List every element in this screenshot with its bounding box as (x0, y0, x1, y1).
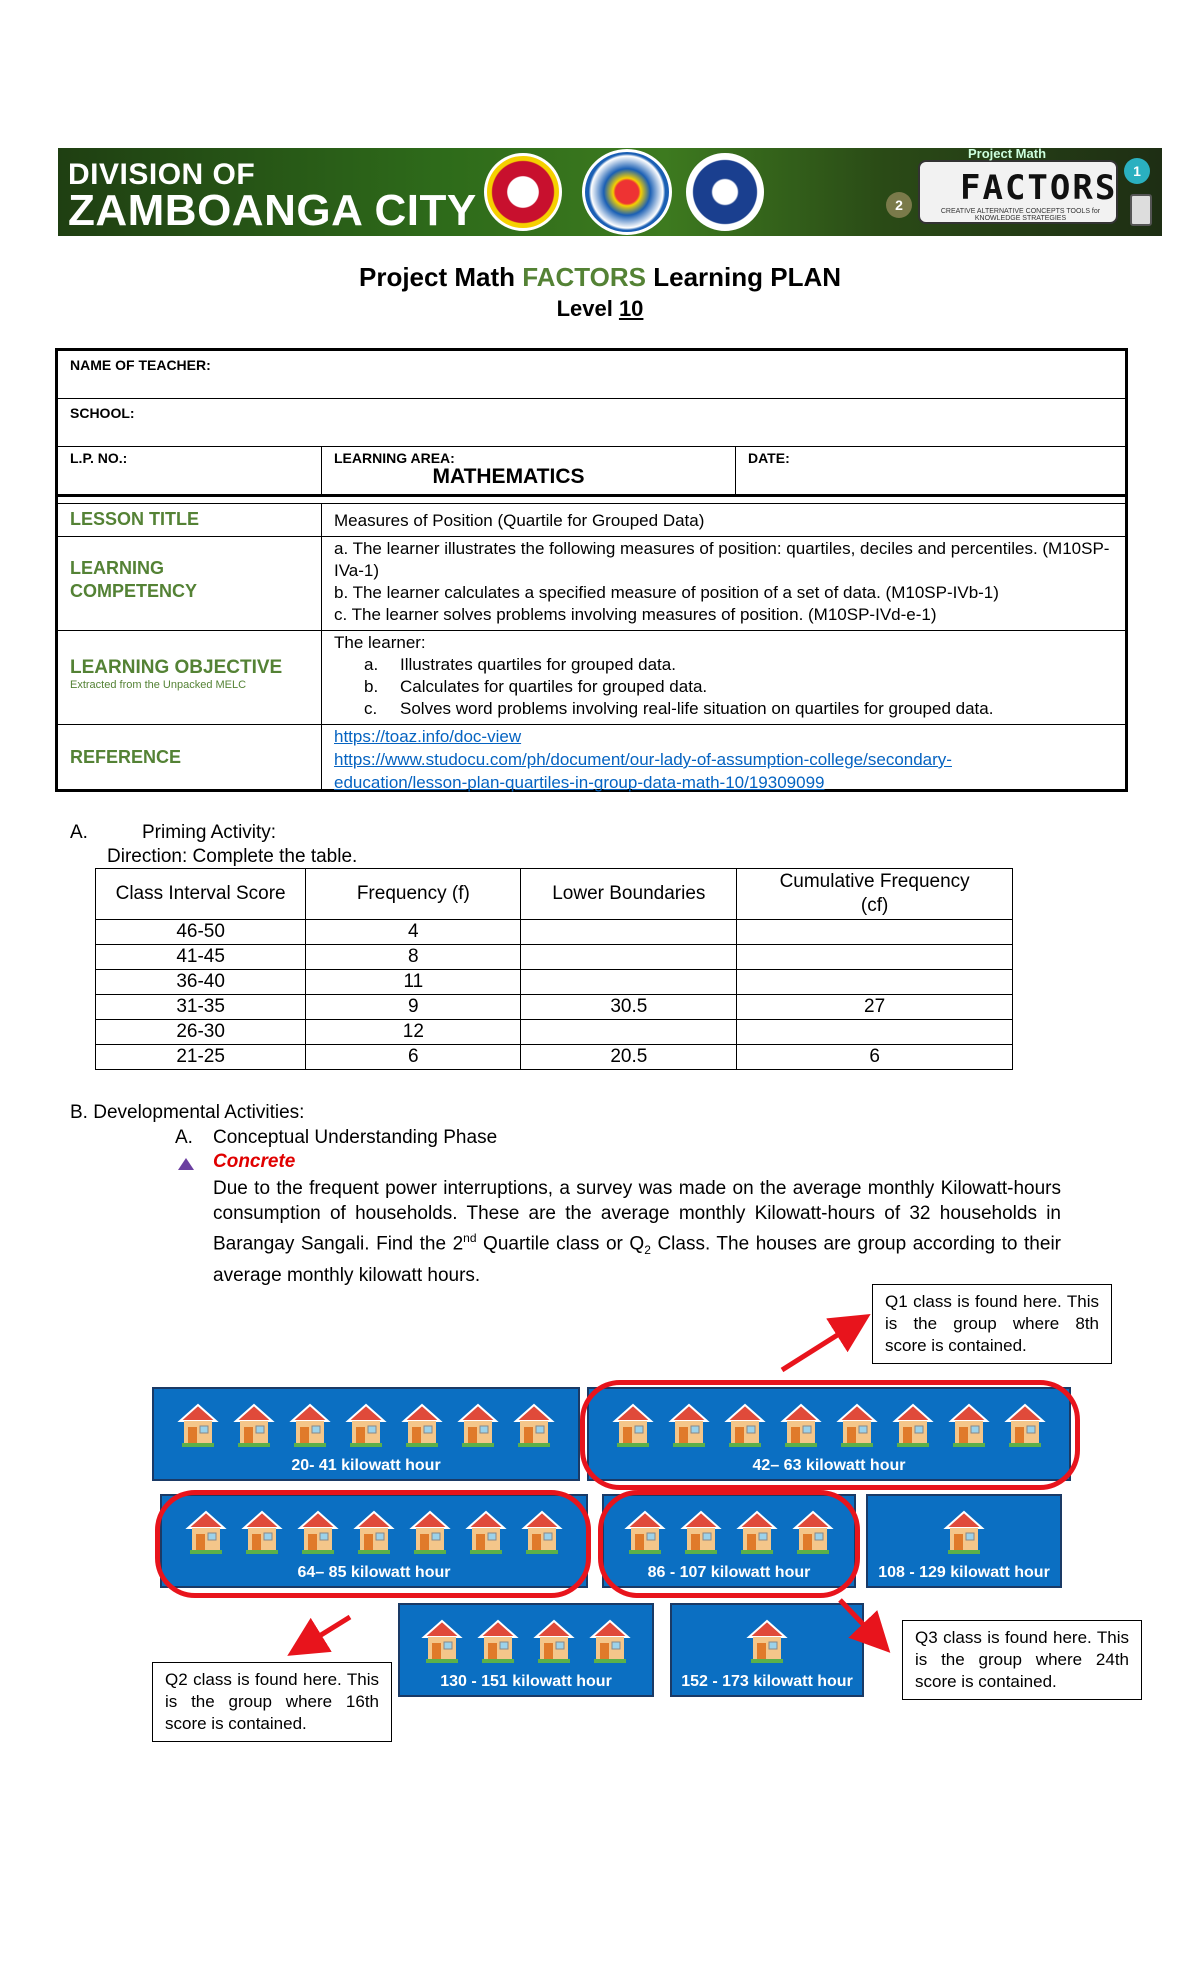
table-row (96, 995, 1013, 1020)
table-cell: 27 (737, 995, 1013, 1020)
reference-link[interactable]: https://toaz.info/doc-view (334, 727, 522, 746)
column-header: Lower Boundaries (521, 869, 737, 920)
objective-sub: Extracted from the Unpacked MELC (70, 679, 247, 691)
priming-mark: A. (70, 822, 88, 843)
page-level (0, 296, 1200, 322)
group-label: 86 - 107 kilowatt hour (647, 1564, 811, 1581)
lesson-info-table (55, 348, 1128, 792)
house-group-152-173 (670, 1603, 864, 1697)
frequency-table (95, 868, 1013, 1070)
factors-project-label: Project Math (968, 146, 1047, 161)
calculator-icon (1130, 194, 1152, 226)
lp-cell (58, 447, 322, 497)
objective-mark: c. (364, 699, 378, 718)
area-value: MATHEMATICS (432, 465, 585, 488)
table-cell: 30.5 (521, 995, 737, 1020)
area-cell (322, 447, 736, 497)
reference-label: REFERENCE (70, 747, 182, 767)
level-label: Level (556, 296, 619, 321)
table-row (96, 1045, 1013, 1070)
badge-one-icon: 1 (1124, 158, 1150, 184)
table-cell: 11 (306, 970, 521, 995)
paragraph-part: Due to the frequent power interruptions, a survey was made on the average monthly Kilowatt-hours consumption of households. These are the average monthly Kilowatt-hours of 32 households in Barangay Sangali. Find the 2 (213, 1178, 1061, 1255)
date-label: DATE: (748, 450, 790, 466)
house-group-20-41 (152, 1387, 580, 1481)
level-value: 10 (618, 296, 644, 321)
area-label: LEARNING AREA: (334, 450, 455, 466)
objective-text: Calculates for quartiles for grouped data. (400, 677, 708, 696)
concrete-paragraph (213, 1176, 1061, 1288)
q2-note: Q2 class is found here. This is the group where 16th score is contained. (152, 1662, 392, 1742)
city-seal-icon (582, 149, 672, 235)
house-icon (512, 1399, 556, 1449)
priming-heading (70, 822, 276, 844)
school-label: SCHOOL: (70, 405, 135, 421)
table-cell: 8 (306, 945, 521, 970)
developmental-heading: B. Developmental Activities: (70, 1102, 305, 1123)
title-suffix: Learning PLAN (646, 262, 842, 292)
badge-two-icon: 2 (886, 192, 912, 218)
table-row (96, 1020, 1013, 1045)
banner-line2: ZAMBOANGA CITY (68, 186, 477, 235)
lp-label: L.P. NO.: (70, 450, 128, 466)
phase-heading (175, 1127, 497, 1149)
table-header-row (96, 869, 1013, 920)
paragraph-part: Class. The houses are group according to their average monthly kilowatt hours. (213, 1233, 1061, 1287)
table-cell[interactable] (521, 920, 737, 945)
table-cell: 41-45 (96, 945, 306, 970)
objective-item (334, 654, 1113, 676)
priming-title: Priming Activity: (142, 822, 277, 843)
competency-item: a. The learner illustrates the following measures of position: quartiles, deciles and percentiles. (M10SP-IVa-1) (334, 539, 1110, 580)
group-label: 130 - 151 kilowatt hour (440, 1673, 612, 1690)
competency-label-cell (58, 537, 322, 631)
lesson-title-label: LESSON TITLE (70, 509, 200, 529)
house-icon (532, 1615, 576, 1665)
house-icon (400, 1399, 444, 1449)
table-cell: 4 (306, 920, 521, 945)
factors-brand: FACTORS (960, 168, 1118, 208)
column-header: Class Interval Score (96, 869, 306, 920)
q1-highlight-ring (580, 1380, 1080, 1490)
q2-arrow-icon (300, 1617, 350, 1648)
objective-list (322, 631, 1125, 725)
table-cell[interactable] (521, 945, 737, 970)
deped-seal-icon (484, 153, 562, 231)
group-label: 152 - 173 kilowatt hour (681, 1673, 853, 1690)
phase-mark: A. (175, 1127, 193, 1148)
table-cell[interactable] (737, 970, 1013, 995)
table-row (96, 970, 1013, 995)
paragraph-sub: 2 (644, 1243, 651, 1258)
competency-item: c. The learner solves problems involving measures of position. (M10SP-IVd-e-1) (334, 605, 937, 624)
priming-direction: Direction: Complete the table. (107, 846, 358, 867)
objective-item (334, 676, 1113, 698)
group-label: 64– 85 kilowatt hour (297, 1564, 451, 1581)
group-label: 20- 41 kilowatt hour (291, 1457, 441, 1474)
paragraph-part: Quartile class or Q (476, 1233, 645, 1255)
page-title (0, 262, 1200, 293)
table-cell: 31-35 (96, 995, 306, 1020)
title-prefix: Project Math (358, 262, 523, 292)
banner-line1: DIVISION OF (68, 158, 256, 191)
table-cell[interactable] (521, 970, 737, 995)
house-icon (176, 1399, 220, 1449)
school-row (58, 399, 1125, 447)
teacher-row (58, 351, 1125, 399)
objective-label: LEARNING OBJECTIVE (70, 657, 283, 678)
table-cell: 6 (737, 1045, 1013, 1070)
objective-text: Solves word problems involving real-life situation on quartiles for grouped data. (400, 699, 994, 718)
objective-mark: b. (364, 677, 379, 696)
objective-label-cell (58, 631, 322, 725)
reference-link[interactable]: education/lesson-plan-quartiles-in-group-data-math-10/19309099 (334, 773, 825, 792)
q3-highlight-ring (598, 1490, 860, 1598)
house-icon (232, 1399, 276, 1449)
table-cell: 46-50 (96, 920, 306, 945)
table-cell: 36-40 (96, 970, 306, 995)
q3-note: Q3 class is found here. This is the group where 24th score is contained. (902, 1620, 1142, 1700)
table-cell: 20.5 (521, 1045, 737, 1070)
objective-text: Illustrates quartiles for grouped data. (400, 655, 676, 674)
table-cell: 12 (306, 1020, 521, 1045)
house-icon (745, 1615, 789, 1665)
division-banner (58, 148, 1162, 236)
column-header: Cumulative Frequency (cf) (737, 869, 1013, 920)
group-label: 42– 63 kilowatt hour (752, 1457, 906, 1474)
lesson-title-value: Measures of Position (Quartile for Grouped Data) (322, 503, 1125, 537)
concrete-label: Concrete (213, 1151, 296, 1172)
house-icon (476, 1615, 520, 1665)
house-icon (344, 1399, 388, 1449)
table-cell[interactable] (737, 945, 1013, 970)
table-row (96, 920, 1013, 945)
house-group-130-151 (398, 1603, 654, 1697)
q1-arrow-icon (782, 1322, 858, 1370)
table-cell: 6 (306, 1045, 521, 1070)
group-label: 108 - 129 kilowatt hour (878, 1564, 1050, 1581)
table-cell[interactable] (737, 1020, 1013, 1045)
objective-item (334, 698, 1113, 720)
house-icon (288, 1399, 332, 1449)
table-cell[interactable] (737, 920, 1013, 945)
q1-note: Q1 class is found here. This is the group where 8th score is contained. (872, 1284, 1112, 1364)
date-cell (736, 447, 1125, 497)
teacher-label: NAME OF TEACHER: (70, 357, 211, 373)
house-icon (588, 1615, 632, 1665)
phase-title: Conceptual Understanding Phase (213, 1127, 498, 1148)
title-brand: FACTORS (522, 262, 646, 292)
competency-list (322, 537, 1125, 631)
factors-tagline: CREATIVE ALTERNATIVE CONCEPTS TOOLS for KNOWLEDGE STRATEGIES (940, 208, 1101, 222)
column-header: Frequency (f) (306, 869, 521, 920)
reference-link[interactable]: https://www.studocu.com/ph/document/our-lady-of-assumption-college/secondary- (334, 750, 952, 769)
q2-highlight-ring (155, 1490, 591, 1598)
factors-logo (918, 146, 1118, 224)
table-cell: 9 (306, 995, 521, 1020)
paragraph-sup: nd (463, 1231, 477, 1245)
bullet-arrow-icon (178, 1158, 194, 1170)
competency-item: b. The learner calculates a specified measure of position of a set of data. (M10SP-IVb-1) (334, 583, 999, 602)
reference-label-cell (58, 725, 322, 789)
table-row (96, 945, 1013, 970)
house-icon (456, 1399, 500, 1449)
table-cell[interactable] (521, 1020, 737, 1045)
house-icon (942, 1506, 986, 1556)
house-group-108-129 (866, 1494, 1062, 1588)
lesson-title-label-cell (58, 503, 322, 537)
competency-label: LEARNING COMPETENCY (70, 558, 198, 601)
house-icon (420, 1615, 464, 1665)
table-cell: 21-25 (96, 1045, 306, 1070)
reference-links (322, 725, 1125, 792)
objective-mark: a. (364, 655, 379, 674)
objective-intro: The learner: (334, 633, 426, 652)
table-cell: 26-30 (96, 1020, 306, 1045)
division-seal-icon (686, 153, 764, 231)
